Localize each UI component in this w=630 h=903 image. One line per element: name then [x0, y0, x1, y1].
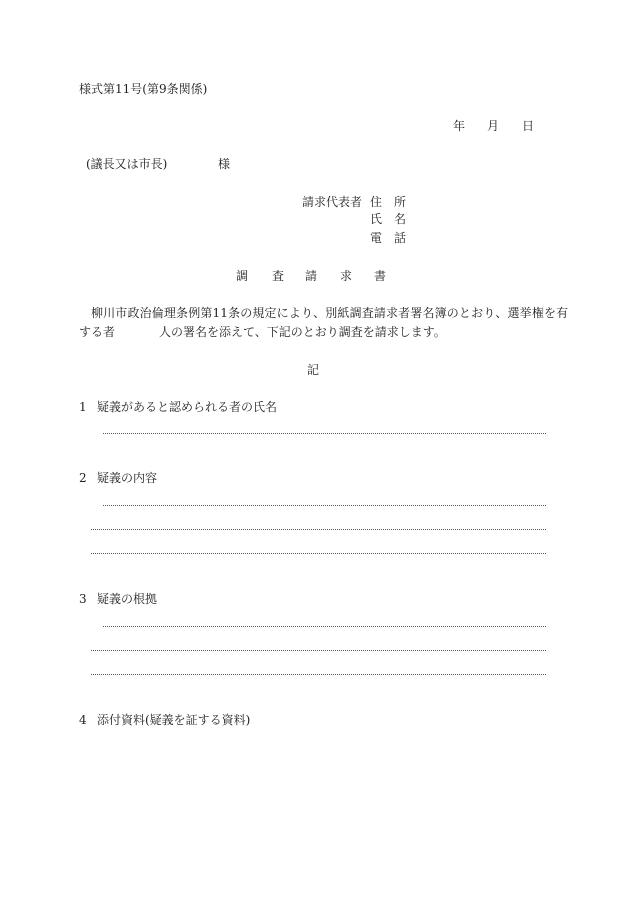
date-month-label: 月 [487, 119, 500, 133]
doc-title-char-1: 調 [236, 269, 249, 283]
addressee-honorific: 様 [218, 157, 231, 171]
section-4-number: 4 [79, 713, 87, 727]
section-3-title: 疑義の根拠 [97, 592, 158, 606]
section-2-entry-line-3 [91, 553, 546, 554]
date-day-label: 日 [522, 119, 535, 133]
doc-title-char-5: 書 [374, 269, 387, 283]
doc-title-char-4: 求 [340, 269, 353, 283]
section-2-entry-line-2 [91, 529, 546, 530]
note-mark: 記 [307, 363, 320, 377]
form-label: 様式第11号(第9条関係) [79, 82, 208, 96]
requester-name-label: 氏 名 [370, 212, 407, 226]
section-4-title: 添付資料(疑義を証する資料) [97, 713, 251, 727]
section-3-number: 3 [79, 592, 87, 606]
doc-title-char-3: 請 [305, 269, 318, 283]
doc-title-char-2: 査 [272, 269, 285, 283]
body-line-2-end: 人の署名を添えて、下記のとおり調査を請求します。 [159, 325, 446, 339]
section-2-entry-line-1 [103, 505, 546, 506]
section-3-entry-line-3 [91, 674, 546, 675]
section-1-title: 疑義があると認められる者の氏名 [97, 400, 278, 414]
section-3-entry-line-1 [103, 626, 546, 627]
section-3-entry-line-2 [91, 650, 546, 651]
addressee-title: (議長又は市長) [86, 157, 168, 171]
section-1-entry-line [103, 433, 546, 434]
date-year-label: 年 [453, 119, 466, 133]
section-2-number: 2 [79, 471, 87, 485]
section-2-title: 疑義の内容 [97, 471, 158, 485]
requester-phone-label: 電 話 [370, 231, 407, 245]
requester-address-label: 住 所 [370, 195, 407, 209]
body-line-1: 柳川市政治倫理条例第11条の規定により、別紙調査請求者署名簿のとおり、選挙権を有 [91, 306, 569, 320]
requester-label: 請求代表者 [302, 195, 363, 209]
body-line-2-start: する者 [79, 325, 116, 339]
section-1-number: 1 [79, 400, 87, 414]
